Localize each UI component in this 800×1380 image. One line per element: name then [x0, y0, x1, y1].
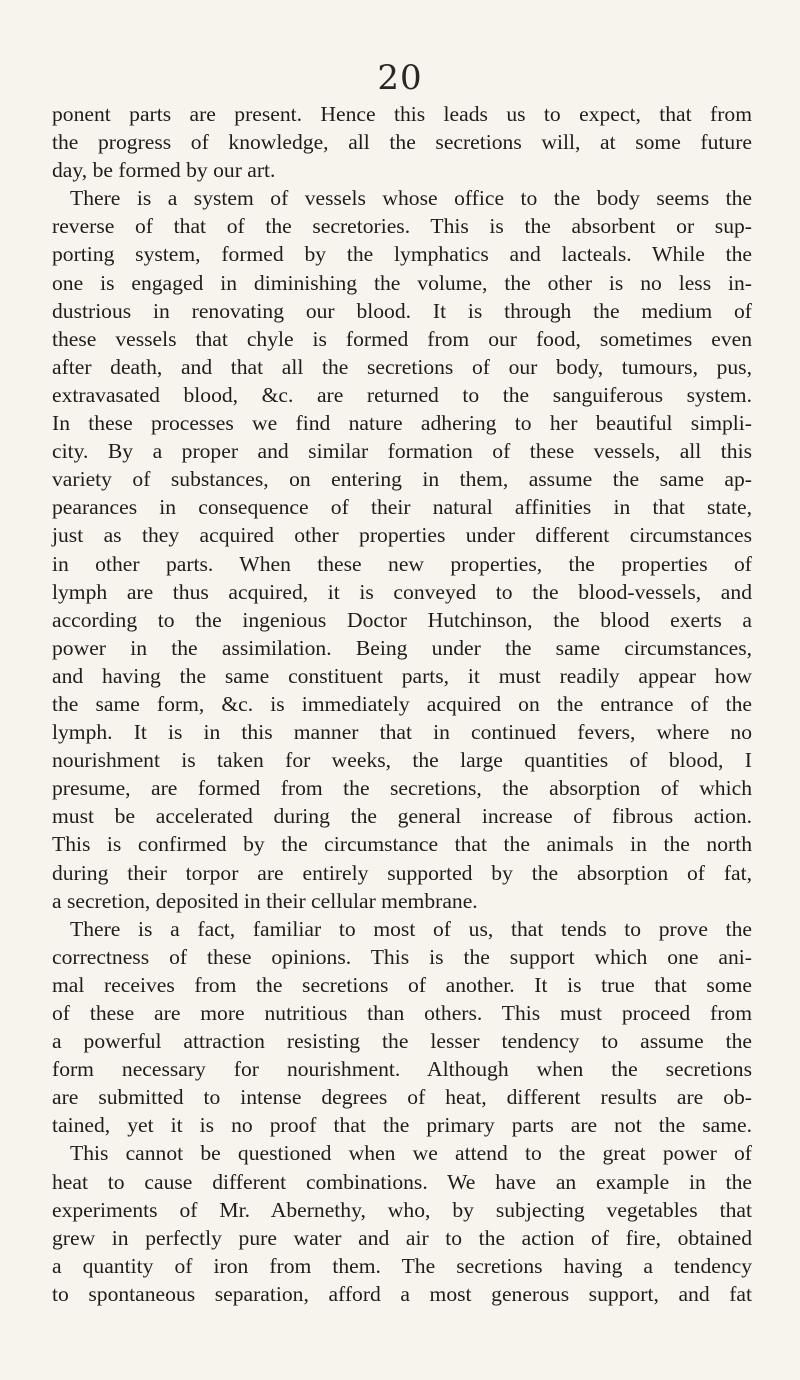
- text-line: lymph. It is in this manner that in continued fevers, where no: [52, 720, 752, 745]
- text-line: There is a system of vessels whose office to the body seems the: [70, 186, 752, 211]
- page-number: 20: [377, 58, 423, 98]
- text-line: presume, are formed from the secretions, the absorption of which: [52, 776, 752, 801]
- text-line: and having the same constituent parts, it must readily appear how: [52, 663, 752, 688]
- text-line: day, be formed by our art.: [52, 158, 276, 183]
- text-line: ponent parts are present. Hence this leads us to expect, that from: [52, 102, 752, 126]
- text-line: extravasated blood, &c. are returned to the sanguiferous system.: [52, 382, 752, 407]
- text-line: mal receives from the secretions of another. It is true that some: [52, 972, 752, 997]
- text-line: to spontaneous separation, afford a most generous support, and fat: [52, 1281, 752, 1306]
- text-line: heat to cause different combinations. We have an example in the: [52, 1169, 752, 1194]
- text-line: lymph are thus acquired, it is conveyed to the blood-vessels, and: [52, 579, 752, 604]
- text-line: of these are more nutritious than others. This must proceed from: [52, 1001, 752, 1025]
- text-line: dustrious in renovating our blood. It is through the medium of: [52, 298, 752, 323]
- text-line: during their torpor are entirely supported by the absorption of fat,: [52, 860, 752, 885]
- text-line: This is confirmed by the circumstance that the animals in the north: [52, 832, 752, 857]
- text-line: in other parts. When these new properties, the properties of: [52, 551, 752, 576]
- text-line: form necessary for nourishment. Although when the secretions: [52, 1057, 752, 1082]
- text-line: nourishment is taken for weeks, the large quantities of blood, I: [52, 748, 752, 773]
- text-line: one is engaged in diminishing the volume, the other is no less in-: [52, 270, 752, 295]
- text-line: the progress of knowledge, all the secretions will, at some future: [52, 130, 752, 155]
- text-line: city. By a proper and similar formation of these vessels, all this: [52, 439, 752, 464]
- text-line: a quantity of iron from them. The secretions having a tendency: [52, 1253, 752, 1278]
- text-line: grew in perfectly pure water and air to the action of fire, obtained: [52, 1225, 752, 1250]
- text-line: are submitted to intense degrees of heat, different results are ob-: [52, 1085, 752, 1110]
- text-line: the same form, &c. is immediately acquired on the entrance of the: [52, 691, 752, 716]
- text-line: correctness of these opinions. This is the support which one ani-: [52, 944, 752, 969]
- text-line: a secretion, deposited in their cellular membrane.: [52, 888, 478, 913]
- text-line: these vessels that chyle is formed from our food, sometimes even: [52, 326, 752, 351]
- text-line: In these processes we find nature adhering to her beautiful simpli-: [52, 411, 752, 436]
- text-line: variety of substances, on entering in them, assume the same ap-: [52, 467, 752, 492]
- text-line: power in the assimilation. Being under the same circumstances,: [52, 635, 752, 660]
- text-line: porting system, formed by the lymphatics and lacteals. While the: [52, 242, 752, 267]
- text-line: This cannot be questioned when we attend to the great power of: [70, 1141, 752, 1166]
- text-line: according to the ingenious Doctor Hutchinson, the blood exerts a: [52, 607, 752, 632]
- text-line: pearances in consequence of their natural affinities in that state,: [52, 495, 752, 520]
- text-line: after death, and that all the secretions of our body, tumours, pus,: [52, 354, 752, 379]
- text-line: experiments of Mr. Abernethy, who, by subjecting vegetables that: [52, 1197, 752, 1222]
- body-text: [52, 100, 752, 1308]
- text-line: must be accelerated during the general increase of fibrous action.: [52, 804, 752, 829]
- text-line: reverse of that of the secretories. This is the absorbent or sup-: [52, 214, 752, 239]
- text-line: just as they acquired other properties under different circumstances: [52, 523, 752, 548]
- text-line: There is a fact, familiar to most of us, that tends to prove the: [70, 916, 752, 941]
- text-line: a powerful attraction resisting the lesser tendency to assume the: [52, 1029, 752, 1054]
- text-line: tained, yet it is no proof that the primary parts are not the same.: [52, 1113, 752, 1138]
